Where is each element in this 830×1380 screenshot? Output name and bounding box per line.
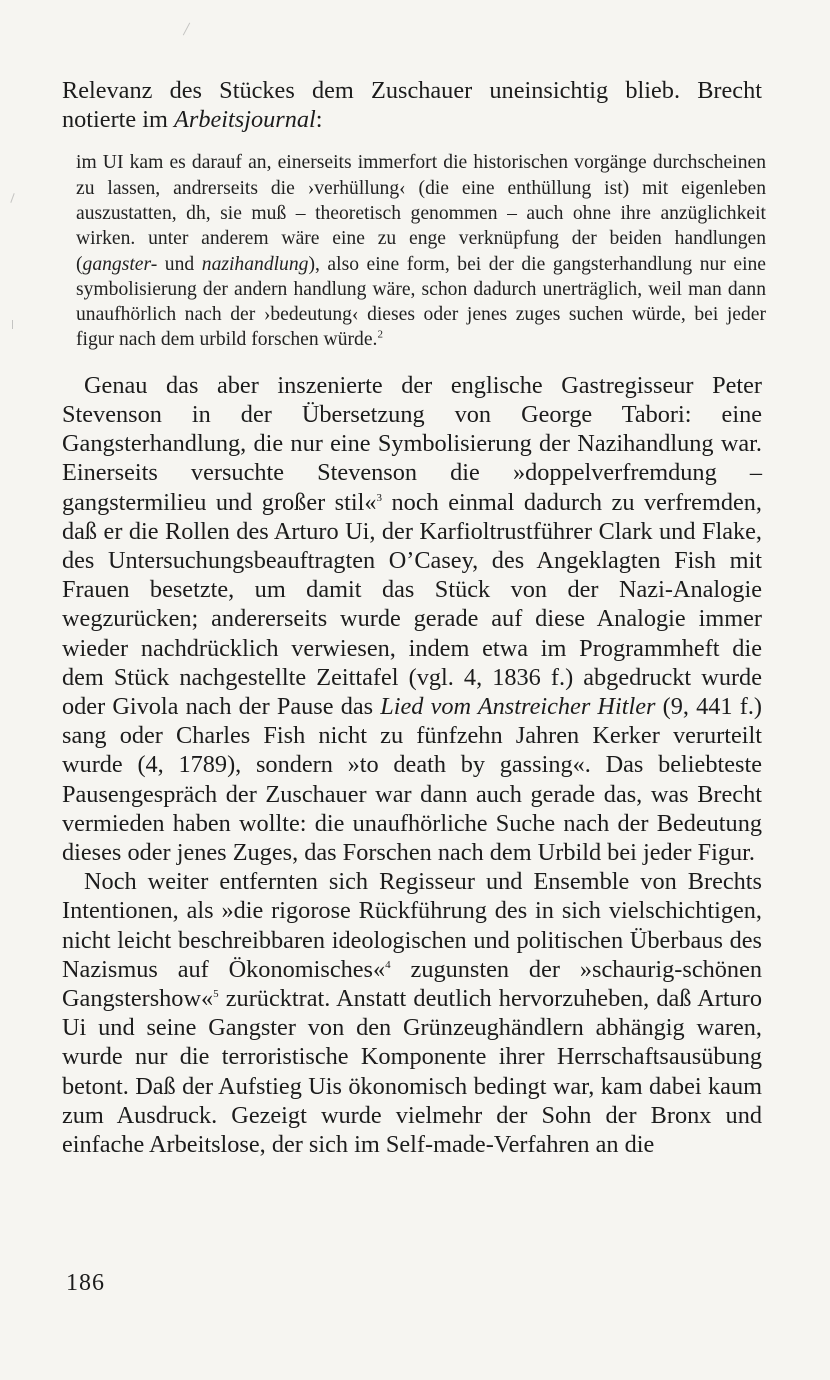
paragraph-2 <box>62 371 762 867</box>
paragraph-2-text-1: Genau das aber inszenierte der englische Gastregisseur Peter Stevenson in der Übersetzung von George Tabori: eine Gangsterhandlung, die nur eine Symbolisierung der Nazihandlung war. Einerseits versuchte Stevenson die »doppelverfremdung – gangstermilieu und großer stil« <box>62 371 762 516</box>
paragraph-3-text-3: zurücktrat. Anstatt deutlich hervorzuheben, daß Arturo Ui und seine Gangster von den Grünzeughändlern abhängig waren, wurde nur die terroristische Komponente ihrer Herrschaftsausübung betont. Daß der Aufstieg Uis ökonomisch bedingt war, kam dabei kaum zum Ausdruck. Gezeigt wurde vielmehr der Sohn der Bronx und einfache Arbeitslose, der sich im Self-made-Verfahren an die <box>62 985 762 1159</box>
paragraph-3-text-1: Noch weiter entfernten sich Regisseur und Ensemble von Brechts Intentionen, als »die rigorose Rückführung des in sich vielschichtigen, nicht leicht beschreibbaren ideologischen und politischen Überbaus des Nazismus auf Ökonomisches« <box>62 868 762 983</box>
paragraph-2-text-2: noch einmal dadurch zu verfremden, daß er die Rollen des Arturo Ui, der Karfioltrustführer Clark und Flake, des Untersuchungsbeauftragten O’Casey, des Angeklagten Fish mit Frauen besetzte, um damit das Stück von der Nazi-Analogie wegzurücken; andererseits wurde gerade auf diese Analogie immer wieder nachdrücklich verwiesen, indem etwa im Programmheft die dem Stück nachgestellte Zeittafel (vgl. 4, 1836 f.) abgedruckt wurde oder Givola nach der Pause das <box>62 488 763 721</box>
paragraph-3-text-2: zugunsten der »schaurig-schönen Gangstershow« <box>62 955 763 1013</box>
quote-and: und <box>157 253 202 275</box>
footnote-ref-4: 4 <box>385 958 391 971</box>
footnote-ref-2: 2 <box>377 328 383 341</box>
intro-paragraph <box>62 76 762 134</box>
intro-colon: : <box>315 106 323 134</box>
page-number: 186 <box>66 1270 105 1296</box>
pencil-mark <box>183 23 190 36</box>
intro-italic: Arbeitsjournal <box>174 106 316 134</box>
footnote-ref-3: 3 <box>376 491 383 504</box>
block-quote <box>76 150 766 352</box>
intro-text: Relevanz des Stückes dem Zuschauer uneinsichtig blieb. Brecht notierte im <box>62 77 762 134</box>
paragraph-3 <box>62 867 762 1159</box>
margin-mark <box>10 193 14 203</box>
quote-italic-2: nazihandlung <box>201 253 309 275</box>
text-block <box>62 76 767 1159</box>
footnote-ref-5: 5 <box>213 987 219 1000</box>
paragraph-2-text-3: (9, 441 f.) sang oder Charles Fish nicht zu fünfzehn Jahren Kerker verurteilt wurde (4, 1789), sondern »to death by gassing«. Das beliebteste Pausengespräch der Zuschauer war dann auch gerade das, was Brecht vermieden haben wollte: die unaufhörliche Suche nach der Bedeutung dieses oder jenes Zuges, das Forschen nach dem Urbild bei jeder Figur. <box>62 693 762 867</box>
quote-text-2: ), also eine form, bei der die gangsterhandlung nur eine symbolisierung der andern handlung wäre, schon dadurch unerträglich, weil man dann unaufhörlich nach der ›bedeutung‹ dieses oder jenes zuges suchen würde, bei jeder figur nach dem urbild forschen würde. <box>76 253 767 351</box>
quote-italic-1: gangster- <box>82 253 158 275</box>
paragraph-2-italic: Lied vom Anstreicher Hitler <box>380 693 656 721</box>
margin-mark <box>12 320 13 329</box>
quote-text-1: im UI kam es darauf an, einerseits immerfort die historischen vorgänge durchscheinen zu lassen, andrerseits die ›verhüllung‹ (die eine enthüllung ist) mit eigenleben auszustatten, dh, sie muß – theoretisch genommen – auch ohne ihre anzüglichkeit wirken. unter anderem wäre eine zu enge verknüpfung der beiden handlungen ( <box>76 152 766 275</box>
